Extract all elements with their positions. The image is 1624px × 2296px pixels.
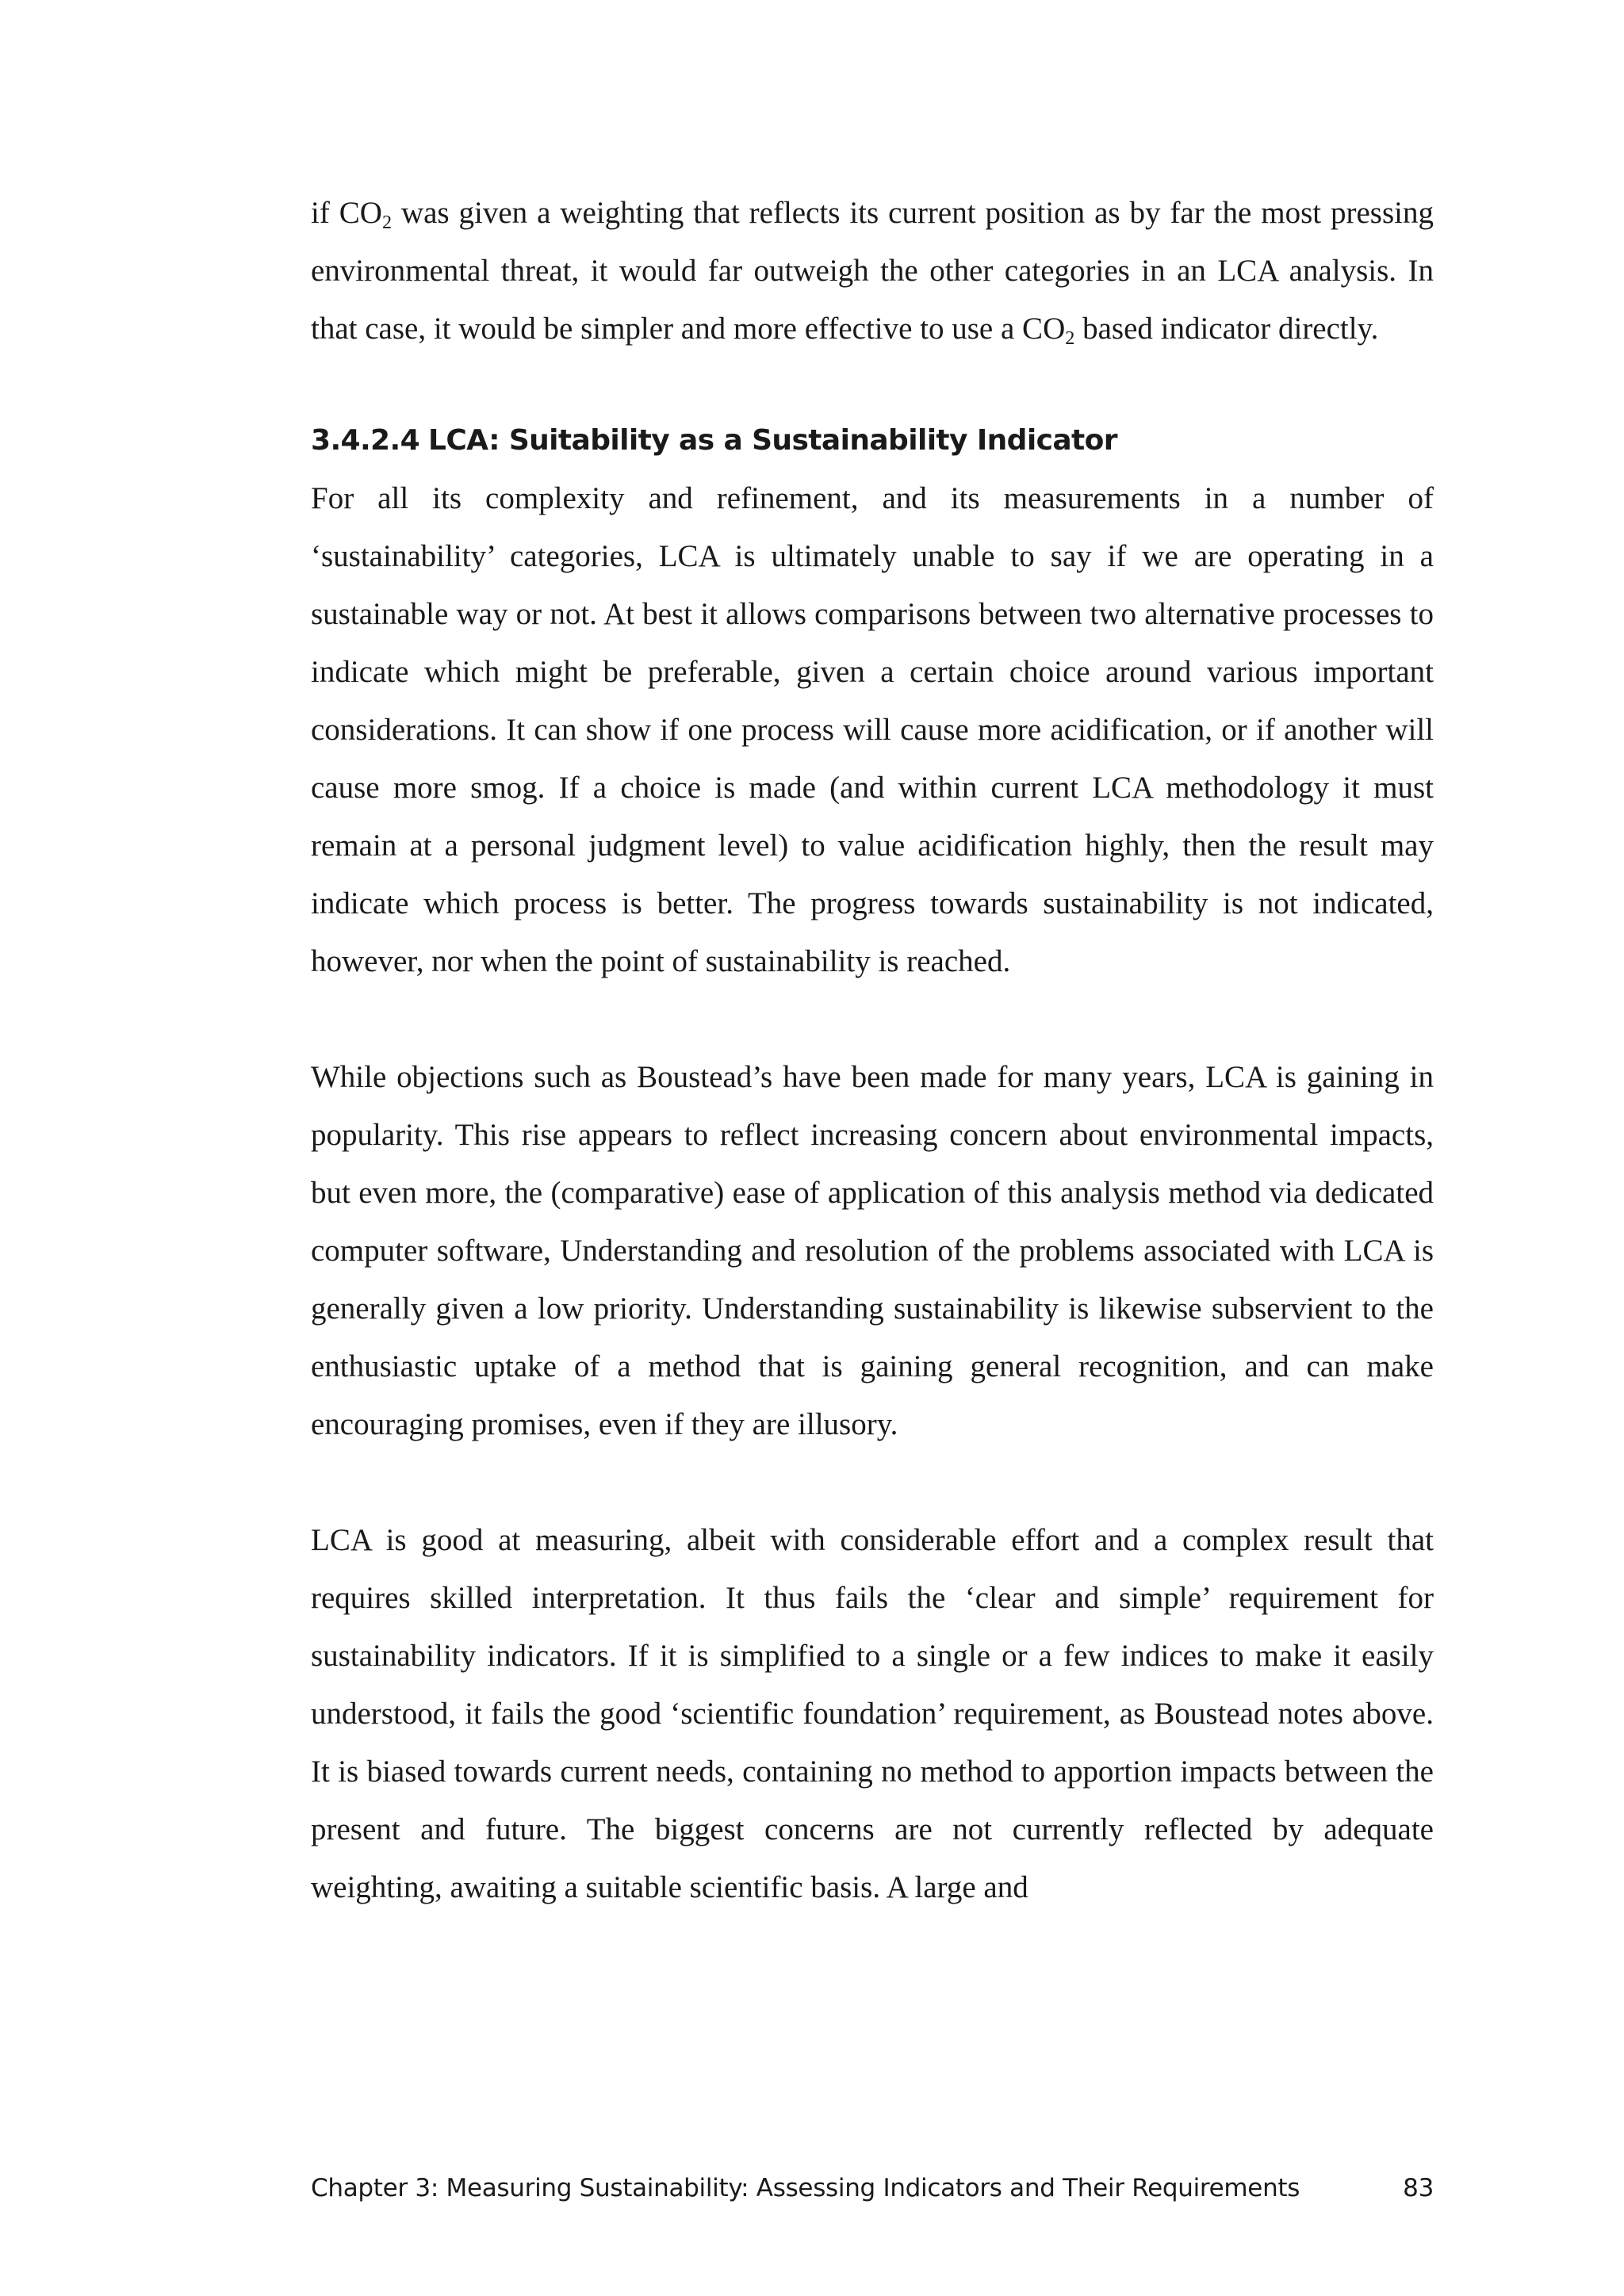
subscript-2: 2 [381,211,393,233]
page-footer [311,2174,1434,2202]
paragraph-lca-suitability: For all its complexity and refinement, and its measurements in a number of ‘sustainability’ categories, LCA is ultimately unable to say if we are operating in a sustainable way or not. At best it allows comparisons between two alternative processes to indicate which might be preferable, given a certain choice around various important considerations. It can show if one process will cause more acidification, or if another will cause more smog. If a choice is made (and within current LCA methodology it must remain at a personal judgment level) to value acidification highly, then the result may indicate which process is better. The progress towards sustainability is not indicated, however, nor when the point of sustainability is reached. [311,481,1434,978]
section-title: LCA: Suitability as a Sustainability Indicator [428,424,1117,457]
paragraph-lca-measuring: LCA is good at measuring, albeit with considerable effort and a complex result that requires skilled interpretation. It thus fails the ‘clear and simple’ requirement for sustainability indicators. If it is simplified to a single or a few indices to make it easily understood, it fails the good ‘scientific foundation’ requirement, as Boustead notes above. It is biased towards current needs, containing no method to apportion impacts between the present and future. The biggest concerns are not currently reflected by adequate weighting, awaiting a suitable scientific basis. A large and [311,1523,1434,1904]
footer-chapter-title: Chapter 3: Measuring Sustainability: Assessing Indicators and Their Requirements [311,2174,1300,2202]
para1-middle: was given a weighting that reflects its current position as by far the most pressing environmental threat, it would far outweigh the other categories in an LCA analysis. In that case, it would be simpler and more effective to use a CO [311,196,1434,346]
paragraph-lca-popularity: While objections such as Boustead’s have been made for many years, LCA is gaining in popularity. This rise appears to reflect increasing concern about environmental impacts, but even more, the (comparative) ease of application of this analysis method via dedicated computer software, Understanding and resolution of the problems associated with LCA is generally given a low priority. Understanding sustainability is likewise subservient to the enthusiastic uptake of a method that is gaining general recognition, and can make encouraging promises, even if they are illusory. [311,1060,1434,1441]
subscript-2: 2 [1065,327,1075,349]
paragraph-co2-weighting [311,184,1434,358]
section-number: 3.4.2.4 [311,424,420,457]
para1-suffix: based indicator directly. [1074,312,1379,346]
page-number: 83 [1403,2174,1434,2202]
section-heading [311,411,1434,469]
para1-prefix: if CO [311,196,382,230]
page-body [311,184,1434,1916]
